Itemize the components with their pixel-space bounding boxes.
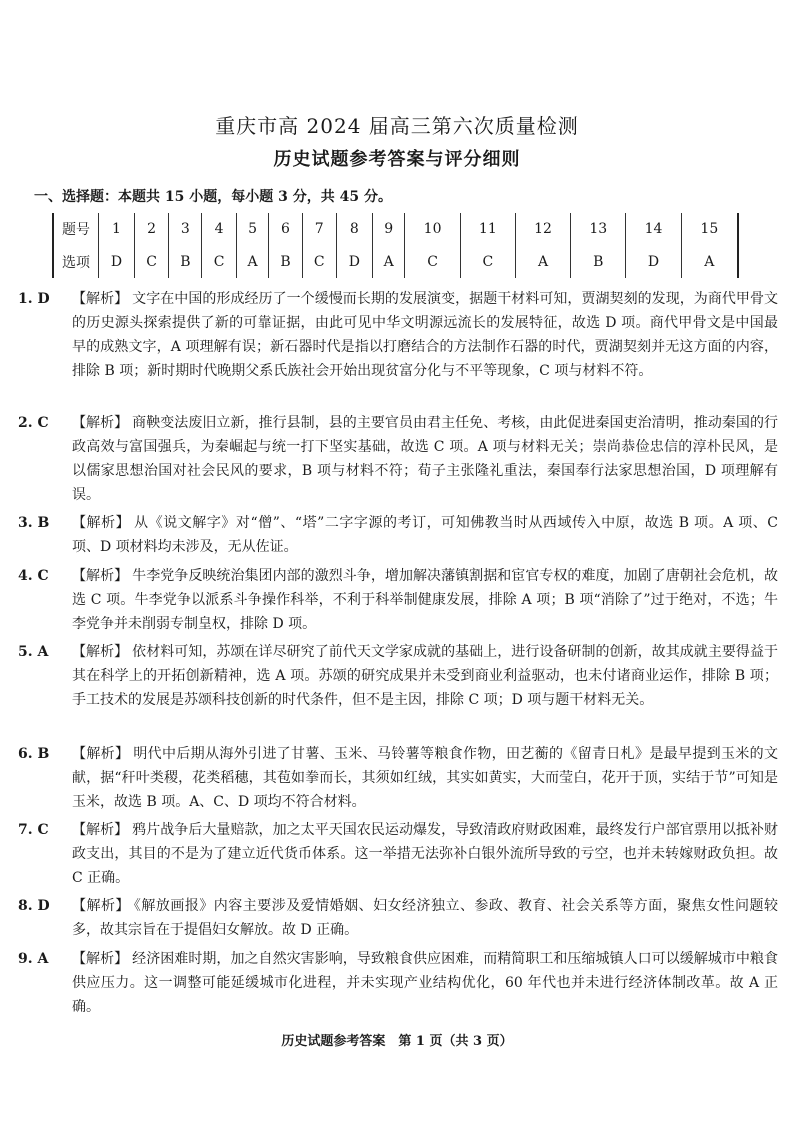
answer-choice: B bbox=[571, 246, 626, 279]
explanation-tag: 【解析】 bbox=[72, 746, 130, 762]
explanation-item bbox=[18, 287, 778, 383]
question-number: 3 bbox=[169, 213, 202, 246]
page-footer: 历史试题参考答案 第 1 页（共 3 页） bbox=[281, 1034, 513, 1049]
answer-choice: A bbox=[236, 246, 269, 279]
explanation-text: 经济困难时期，加之自然灾害影响，导致粮食供应困难，而精简职工和压缩城镇人口可以缓解城市中粮食供应压力。这一调整可能延缓城市化进程，并未实现产业结构优化，60 年代也并未进行经济体制改革。故 A 正确。 bbox=[72, 951, 779, 1015]
answer-choice: A bbox=[515, 246, 570, 279]
question-answer-label: 1. D bbox=[18, 291, 50, 307]
explanation-item bbox=[18, 411, 778, 507]
question-answer-label: 8. D bbox=[18, 898, 50, 914]
question-answer-label: 4. C bbox=[18, 568, 49, 584]
question-number: 2 bbox=[134, 213, 168, 246]
question-number: 6 bbox=[269, 213, 302, 246]
question-number: 13 bbox=[571, 213, 626, 246]
answer-table bbox=[52, 213, 739, 278]
explanation-tag: 【解析】 bbox=[72, 898, 130, 914]
answer-choice: B bbox=[169, 246, 202, 279]
explanation-item bbox=[18, 564, 778, 636]
answer-choice: D bbox=[626, 246, 681, 279]
row-label-answer: 选项 bbox=[53, 246, 99, 279]
exam-title: 重庆市高 2024 届高三第六次质量检测 bbox=[215, 114, 579, 138]
explanation-text: 《解放画报》内容主要涉及爱情婚姻、妇女经济独立、参政、教育、社会关系等方面，聚焦女性问题较多，故其宗旨在于提倡妇女解放。故 D 正确。 bbox=[72, 898, 779, 938]
question-answer-label: 2. C bbox=[18, 415, 49, 431]
question-answer-label: 3. B bbox=[18, 515, 50, 531]
explanation-item bbox=[18, 742, 778, 814]
question-number: 9 bbox=[372, 213, 405, 246]
explanation-item bbox=[18, 511, 778, 559]
row-label-question-number: 题号 bbox=[53, 213, 99, 246]
explanation-text: 商鞅变法废旧立新，推行县制，县的主要官员由君主任免、考核，由此促进秦国吏治清明，推动秦国的行政高效与富国强兵，为秦崛起与统一打下坚实基础，故选 C 项。A 项与材料无关；崇尚恭俭忠信的淳朴民风，是以儒家思想治国对社会民风的要求，B 项与材料不符；荀子主张隆礼重法，秦国奉行法家思想治国，D 项理解有误。 bbox=[72, 415, 779, 503]
explanation-item bbox=[18, 640, 778, 712]
explanation-tag: 【解析】 bbox=[72, 644, 129, 660]
answer-choice: D bbox=[99, 246, 135, 279]
answer-choice: B bbox=[269, 246, 302, 279]
section-heading: 一、选择题：本题共 15 小题，每小题 3 分，共 45 分。 bbox=[34, 189, 392, 205]
question-number: 7 bbox=[302, 213, 336, 246]
question-number: 15 bbox=[681, 213, 738, 246]
question-number: 5 bbox=[236, 213, 269, 246]
answer-choice: C bbox=[134, 246, 168, 279]
explanation-item bbox=[18, 947, 778, 1019]
explanation-tag: 【解析】 bbox=[72, 951, 129, 967]
question-answer-label: 7. C bbox=[18, 822, 49, 838]
explanation-text: 从《说文解字》对“僧”、“塔”二字字源的考订，可知佛教当时从西域传入中原，故选 B 项。A 项、C 项、D 项材料均未涉及，无从佐证。 bbox=[72, 515, 778, 555]
question-answer-label: 5. A bbox=[18, 644, 49, 660]
explanation-tag: 【解析】 bbox=[72, 568, 129, 584]
explanation-tag: 【解析】 bbox=[72, 291, 129, 307]
answer-choice: D bbox=[336, 246, 372, 279]
question-answer-label: 9. A bbox=[18, 951, 49, 967]
question-number: 8 bbox=[336, 213, 372, 246]
explanation-text: 明代中后期从海外引进了甘薯、玉米、马铃薯等粮食作物，田艺蘅的《留青日札》是最早提到玉米的文献，据“秆叶类稷，花类稻穗，其苞如拳而长，其须如红绒，其实如黄实，大而莹白，花开于顶，实结于节”可知是玉米，故选 B 项。A、C、D 项均不符合材料。 bbox=[72, 746, 779, 810]
explanation-text: 文字在中国的形成经历了一个缓慢而长期的发展演变，据题干材料可知，贾湖契刻的发现，为商代甲骨文的历史源头探索提供了新的可靠证据，由此可见中华文明源远流长的发展特征，故选 D 项。商代甲骨文是中国最早的成熟文字，A 项理解有误；新石器时代是指以打磨结合的方法制作石器的时代，贾湖契刻并无这方面的内容，排除 B 项；新时期时代晚期父系氏族社会开始出现贫富分化与不平等现象，C 项与材料不符。 bbox=[72, 291, 779, 379]
answer-choice: C bbox=[405, 246, 460, 279]
answer-row bbox=[53, 246, 738, 279]
question-number: 4 bbox=[202, 213, 236, 246]
explanation-tag: 【解析】 bbox=[72, 822, 129, 838]
answer-key-subtitle: 历史试题参考答案与评分细则 bbox=[273, 149, 521, 170]
explanation-tag: 【解析】 bbox=[72, 415, 129, 431]
question-number: 10 bbox=[405, 213, 460, 246]
answer-choice: C bbox=[460, 246, 515, 279]
answer-choice: C bbox=[302, 246, 336, 279]
explanation-item bbox=[18, 894, 778, 942]
answer-choice: A bbox=[681, 246, 738, 279]
question-answer-label: 6. B bbox=[18, 746, 50, 762]
answer-choice: C bbox=[202, 246, 236, 279]
explanation-text: 牛李党争反映统治集团内部的激烈斗争，增加解决藩镇割据和宦官专权的难度，加剧了唐朝社会危机，故选 C 项。牛李党争以派系斗争操作科举，不利于科举制健康发展，排除 A 项；B 项“消除了”过于绝对，不选；牛李党争并未削弱专制皇权，排除 D 项。 bbox=[72, 568, 779, 632]
question-number: 11 bbox=[460, 213, 515, 246]
explanation-item bbox=[18, 818, 778, 890]
explanation-text: 依材料可知，苏颂在详尽研究了前代天文学家成就的基础上，进行设备研制的创新，故其成就主要得益于其在科学上的开拓创新精神，选 A 项。苏颂的研究成果并未受到商业利益驱动，也未付诸商业运作，排除 B 项；手工技术的发展是苏颂科技创新的时代条件，但不是主因，排除 C 项；D 项与题干材料无关。 bbox=[72, 644, 779, 708]
answer-choice: A bbox=[372, 246, 405, 279]
explanation-tag: 【解析】 bbox=[72, 515, 131, 531]
question-number: 12 bbox=[515, 213, 570, 246]
question-number-row bbox=[53, 213, 738, 246]
question-number: 1 bbox=[99, 213, 135, 246]
explanation-text: 鸦片战争后大量赔款，加之太平天国农民运动爆发，导致清政府财政困难，最终发行户部官票用以抵补财政支出，其目的不是为了建立近代货币体系。这一举措无法弥补白银外流所导致的亏空，也并未转嫁财政负担。故 C 正确。 bbox=[72, 822, 779, 886]
question-number: 14 bbox=[626, 213, 681, 246]
